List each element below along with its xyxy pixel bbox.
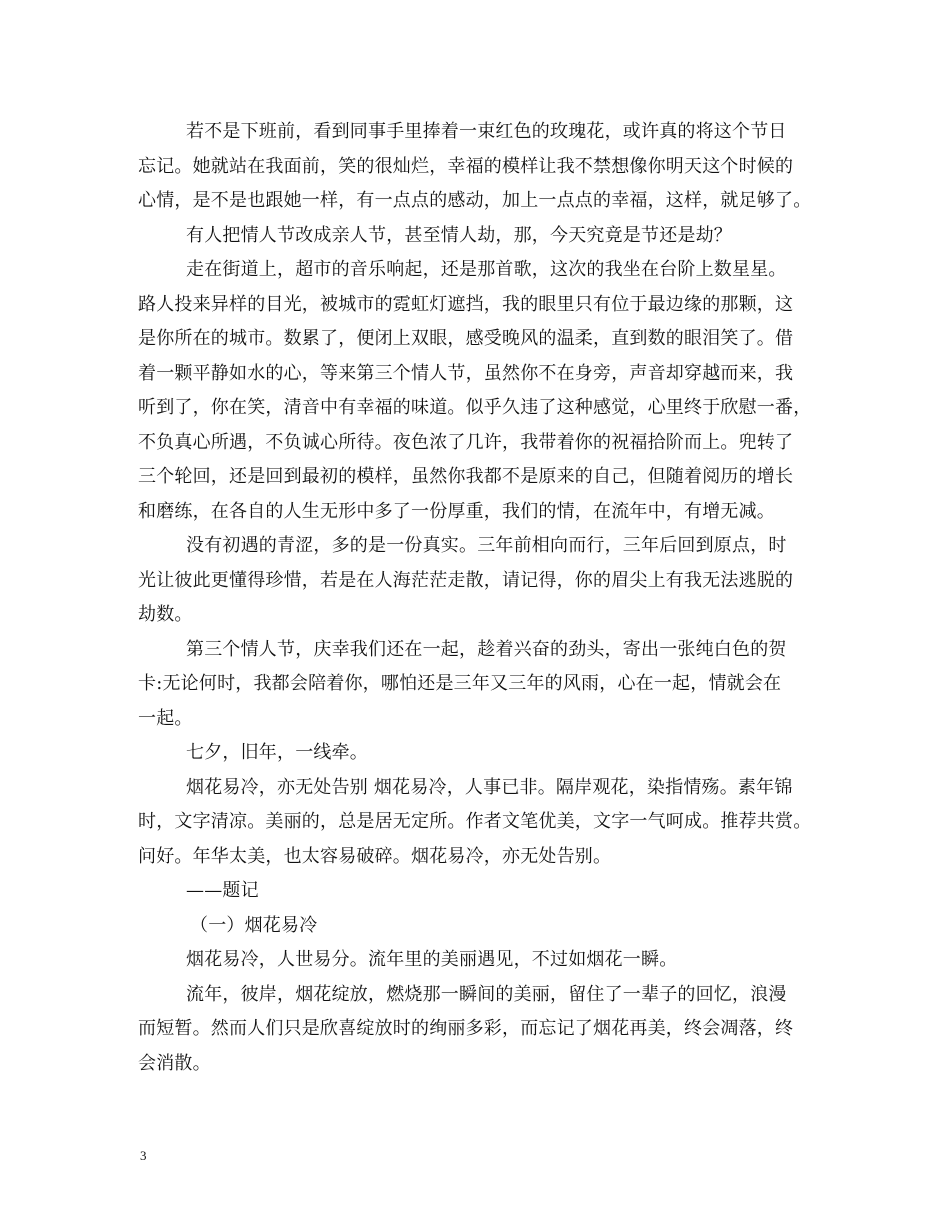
paragraph-line: 若不是下班前，看到同事手里捧着一束红色的玫瑰花，或许真的将这个节日 xyxy=(186,121,787,142)
paragraph-line: 听到了，你在笑，清音中有幸福的味道。似乎久违了这种感觉，心里终于欣慰一番， xyxy=(138,397,812,418)
paragraph-line: 没有初遇的青涩，多的是一份真实。三年前相向而行，三年后回到原点，时 xyxy=(186,535,787,556)
paragraph-line: 不负真心所遇，不负诚心所待。夜色浓了几许，我带着你的祝福拾阶而上。兜转了 xyxy=(138,431,794,453)
page-number: 3 xyxy=(140,1148,147,1163)
paragraph-line: 问好。年华太美，也太容易破碎。烟花易冷，亦无处告别。 xyxy=(138,845,612,867)
paragraph-line: 流年，彼岸，烟花绽放，燃烧那一瞬间的美丽，留住了一辈子的回忆，浪漫 xyxy=(186,983,787,1005)
paragraph-line: 有人把情人节改成亲人节，甚至情人劫，那，今天究竟是节还是劫？ xyxy=(186,224,732,246)
paragraph-line: 三个轮回，还是回到最初的模样，虽然你我都不是原来的自己，但随着阅历的增长 xyxy=(138,466,794,487)
paragraph-line: 会消散。 xyxy=(138,1052,211,1074)
paragraph-line: 忘记。她就站在我面前，笑的很灿烂，幸福的模样让我不禁想像你明天这个时候的 xyxy=(138,155,794,177)
paragraph-line: 着一颗平静如水的心，等来第三个情人节，虽然你不在身旁，声音却穿越而来，我 xyxy=(138,362,794,384)
paragraph-line: 心情，是不是也跟她一样，有一点点的感动，加上一点点的幸福，这样，就足够了。 xyxy=(138,190,812,211)
section-heading: （一）烟花易冷 xyxy=(190,914,318,936)
paragraph-line: 第三个情人节，庆幸我们还在一起，趁着兴奋的劲头，寄出一张纯白色的贺 xyxy=(186,638,787,660)
paragraph-line: 走在街道上，超市的音乐响起，还是那首歌，这次的我坐在台阶上数星星。 xyxy=(186,259,787,280)
paragraph-line: 劫数。 xyxy=(138,604,193,625)
paragraph-line: 路人投来异样的目光，被城市的霓虹灯遮挡，我的眼里只有位于最边缘的那颗，这 xyxy=(138,293,794,315)
paragraph-line: 卡:无论何时，我都会陪着你，哪怕还是三年又三年的风雨，心在一起，情就会在 xyxy=(138,673,782,694)
epigraph-attribution: ——题记 xyxy=(186,880,259,901)
paragraph-line: 时，文字清凉。美丽的，总是居无定所。作者文笔优美，文字一气呵成。推荐共赏。 xyxy=(138,811,812,832)
paragraph-line: 烟花易冷，亦无处告别 烟花易冷，人事已非。隔岸观花，染指情殇。素年锦 xyxy=(186,776,793,798)
paragraph-line: 是你所在的城市。数累了，便闭上双眼，感受晚风的温柔，直到数的眼泪笑了。借 xyxy=(138,328,794,349)
paragraph-line: 一起。 xyxy=(138,707,193,729)
paragraph-line: 七夕，旧年，一线牵。 xyxy=(186,742,368,763)
paragraph-line: 和磨练，在各自的人生无形中多了一份厚重，我们的情，在流年中，有增无减。 xyxy=(138,500,775,522)
paragraph-line: 烟花易冷，人世易分。流年里的美丽遇见，不过如烟花一瞬。 xyxy=(186,949,678,970)
paragraph-line: 而短暂。然而人们只是欣喜绽放时的绚丽多彩，而忘记了烟花再美，终会凋落，终 xyxy=(138,1018,794,1039)
paragraph-line: 光让彼此更懂得珍惜，若是在人海茫茫走散，请记得，你的眉尖上有我无法逃脱的 xyxy=(138,569,794,591)
document-body xyxy=(138,115,818,1081)
